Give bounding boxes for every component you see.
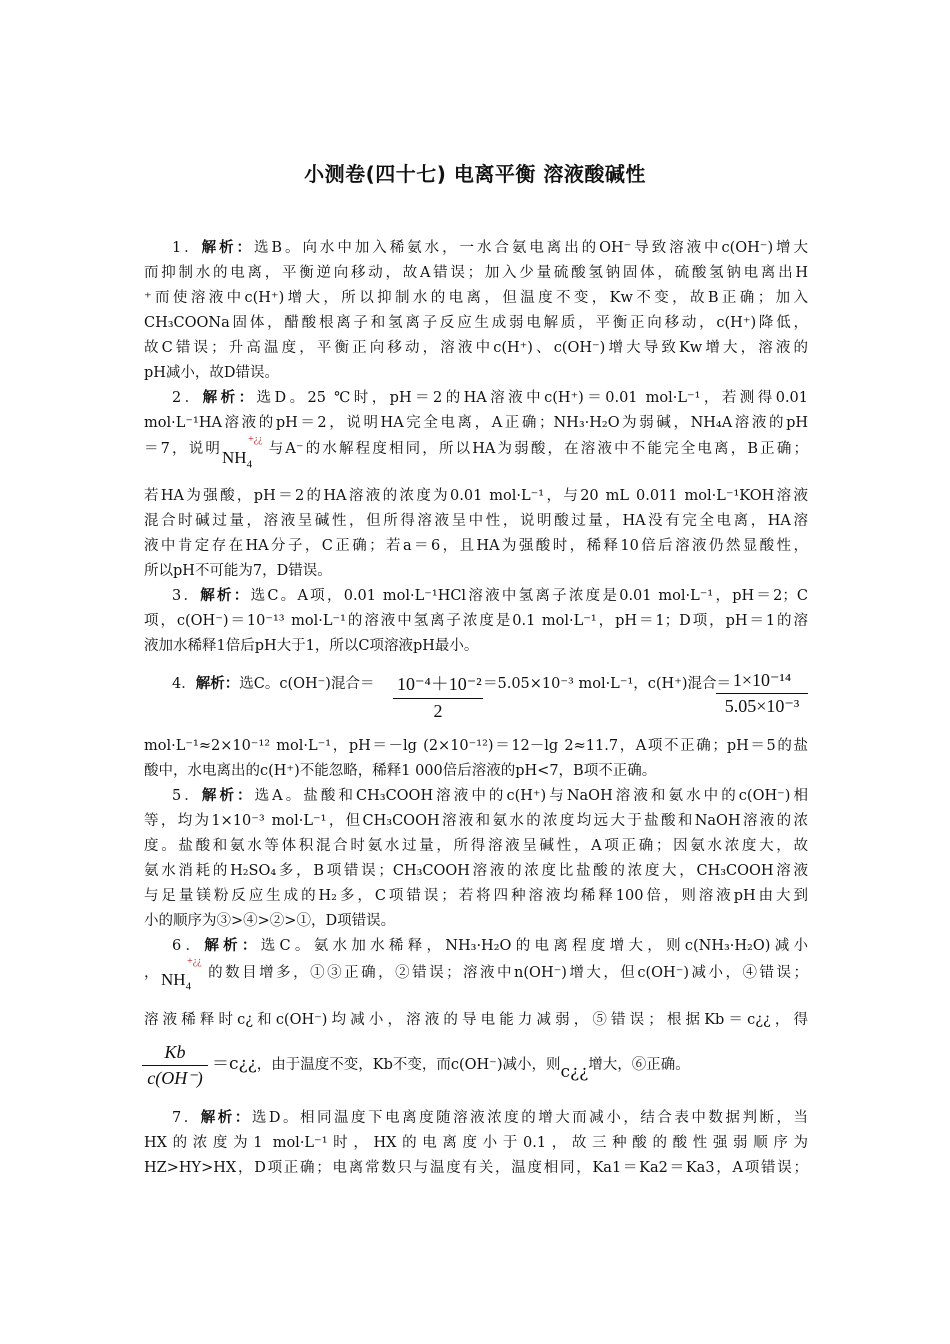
q4-fraction-2 (716, 670, 808, 717)
q7-line-1 (172, 1108, 808, 1128)
q6-number: 6． (172, 938, 205, 954)
q5-line-4: 氨水消耗的H₂SO₄多，B项错误；CH₃COOH溶液的浓度比盐酸的浓度大，CH₃COOH溶液 (144, 863, 808, 879)
q5-line-3: 度。盐酸和氨水等体积混合时氨水过量，所得溶液呈碱性，A项正确；因氨水浓度大，故 (144, 838, 808, 854)
fraction-denominator: c(OH⁻) (147, 1068, 203, 1088)
q2-line-4: 若HA为强酸，pH＝2的HA溶液的浓度为0.01 mol·L⁻¹，与20 mL 0.011 mol·L⁻¹KOH溶液 (144, 488, 808, 504)
fraction-denominator: 2 (433, 701, 443, 721)
nh4-ion: $NH_4^{+¿¿}$ (161, 956, 202, 993)
q2-line-1 (172, 388, 808, 408)
q2-line-6: 液中肯定存在HA分子，C正确；若a＝6，且HA为强酸时，稀释10倍后溶液仍然显酸性， (144, 538, 808, 554)
q5-line-5: 与足量镁粉反应生成的H₂多，C项错误；若将四种溶液均稀释100倍，则溶液pH由大到 (144, 888, 808, 904)
q1-line-2: 而抑制水的电离，平衡逆向移动，故A错误；加入少量硫酸氢钠固体，硫酸氢钠电离出H (144, 265, 808, 281)
q7-line-2: HX的浓度为1 mol·L⁻¹时，HX的电离度小于0.1，故三种酸的酸性强弱顺序为 (144, 1135, 808, 1151)
q2-label: 解析： (202, 390, 257, 406)
q3-line-2: 项，c(OH⁻)＝10⁻¹³ mol·L⁻¹的溶液中氢离子浓度是0.1 mol·L⁻¹，pH＝1；D项，pH＝1的溶 (144, 613, 808, 629)
fraction-numerator: Kb (142, 1042, 208, 1066)
q3-text: 选C。A项，0.01 mol·L⁻¹HCl溶液中氢离子浓度是0.01 mol·L⁻¹，pH＝2；C (250, 588, 808, 604)
q5-line-1 (172, 786, 808, 806)
q7-line-3: HZ>HY>HX，D项正确；电离常数只与温度有关，温度相同，Ka1＝Ka2＝Ka3，A项错误； (144, 1160, 808, 1176)
q4-number: 4． (172, 676, 196, 692)
q7-label: 解析： (200, 1110, 252, 1126)
q5-line-2: 等，均为1×10⁻³ mol·L⁻¹，但CH₃COOH溶液和氨水的浓度均远大于盐酸和NaOH溶液的浓 (144, 813, 808, 829)
q2-number: 2． (172, 390, 203, 406)
q2-line-7: 所以pH不可能为7，D错误。 (144, 563, 332, 579)
fraction-denominator: 5.05×10⁻³ (724, 696, 800, 716)
q1-text: 选B。向水中加入稀氨水，一水合氨电离出的OH⁻导致溶液中c(OH⁻)增大 (253, 240, 808, 256)
q3-line-1 (172, 586, 808, 606)
q3-label: 解析： (200, 588, 251, 604)
q3-line-3: 液加水稀释1倍后pH大于1，所以C项溶液pH最小。 (144, 638, 479, 654)
q1-number: 1． (172, 240, 202, 256)
q5-line-6: 小的顺序为③>④>②>①，D项错误。 (144, 913, 396, 929)
q6-fraction (142, 1042, 208, 1089)
q6-label: 解析： (204, 938, 261, 954)
q1-label: 解析： (201, 240, 254, 256)
q4-mid: ＝5.05×10⁻³ mol·L⁻¹，c(H⁺)混合＝ (483, 676, 732, 692)
q4-label: 解析： (195, 676, 240, 692)
q6-line-3: 溶液稀释时c¿和c(OH⁻)均减小，溶液的导电能力减弱，⑤错误；根据Kb＝c¿¿，得 (144, 1012, 808, 1028)
q2-line-5: 混合时碱过量，溶液呈碱性，但所得溶液呈中性，说明酸过量，HA没有完全电离，HA溶 (144, 513, 808, 529)
q5-number: 5． (172, 788, 202, 804)
q1-line-4: CH₃COONa固体，醋酸根离子和氢离子反应生成弱电解质，平衡正向移动，c(H⁺)降低， (144, 315, 808, 331)
nh4-ion: $NH_4^{+¿¿}$ (222, 434, 263, 471)
q1-line-6: pH减小，故D错误。 (144, 365, 280, 381)
q2-line-3: ＝7，说明$NH_4^{+¿¿}$与A⁻的水解程度相同，所以HA为弱酸，在溶液中不能完全电离，B正确； (144, 434, 808, 471)
q1-line-1 (172, 238, 808, 258)
q4-text: 选C。c(OH⁻)混合＝ (239, 676, 375, 692)
fraction-numerator: 10⁻⁴＋10⁻² (393, 670, 483, 699)
q6-line-1 (172, 936, 808, 956)
q4-lead (172, 674, 374, 694)
q1-line-3: ⁺而使溶液中c(H⁺)增大，所以抑制水的电离，但温度不变，Kw不变，故B正确；加入 (144, 290, 808, 306)
q7-number: 7． (172, 1110, 201, 1126)
q2-line-2: mol·L⁻¹HA溶液的pH＝2，说明HA完全电离，A正确；NH₃·H₂O为弱碱，NH₄A溶液的pH (144, 415, 808, 431)
q4-line-2: mol·L⁻¹≈2×10⁻¹² mol·L⁻¹，pH＝－lg (2×10⁻¹²)＝12－lg 2≈11.7，A项不正确；pH＝5的盐 (144, 738, 808, 754)
q5-text: 选A。盐酸和CH₃COOH溶液中的c(H⁺)与NaOH溶液和氨水中的c(OH⁻)相 (254, 788, 808, 804)
q6-line-2: ，$NH_4^{+¿¿}$的数目增多，①③正确，②错误；溶液中n(OH⁻)增大，但c(OH⁻)减小，④错误； (144, 956, 808, 993)
page-title: 小测卷(四十七) 电离平衡 溶液酸碱性 (304, 162, 646, 186)
q4-line-3: 酸中，水电离出的c(H⁺)不能忽略，稀释1 000倍后溶液的pH<7，B项不正确。 (144, 763, 657, 779)
q3-number: 3． (172, 588, 201, 604)
fraction-numerator: 1×10⁻¹⁴ (716, 670, 808, 694)
q4-fraction-1 (393, 670, 483, 722)
q7-text: 选D。相同温度下电离度随溶液浓度的增大而减小，结合表中数据判断，当 (251, 1110, 809, 1126)
q6-line-4: ＝c¿¿，由于温度不变，Kb不变，而c(OH⁻)减小，则c¿¿增大，⑥正确。 (212, 1054, 690, 1082)
q2-text: 选D。25 ℃时，pH＝2的HA溶液中c(H⁺)＝0.01 mol·L⁻¹，若测得0.01 (256, 390, 809, 406)
q5-label: 解析： (201, 788, 255, 804)
q1-line-5: 故C错误；升高温度，平衡正向移动，溶液中c(H⁺)、c(OH⁻)增大导致Kw增大，溶液的 (144, 340, 808, 356)
q6-text: 选C。氨水加水稀释，NH₃·H₂O的电离程度增大，则c(NH₃·H₂O)减小 (260, 938, 809, 954)
